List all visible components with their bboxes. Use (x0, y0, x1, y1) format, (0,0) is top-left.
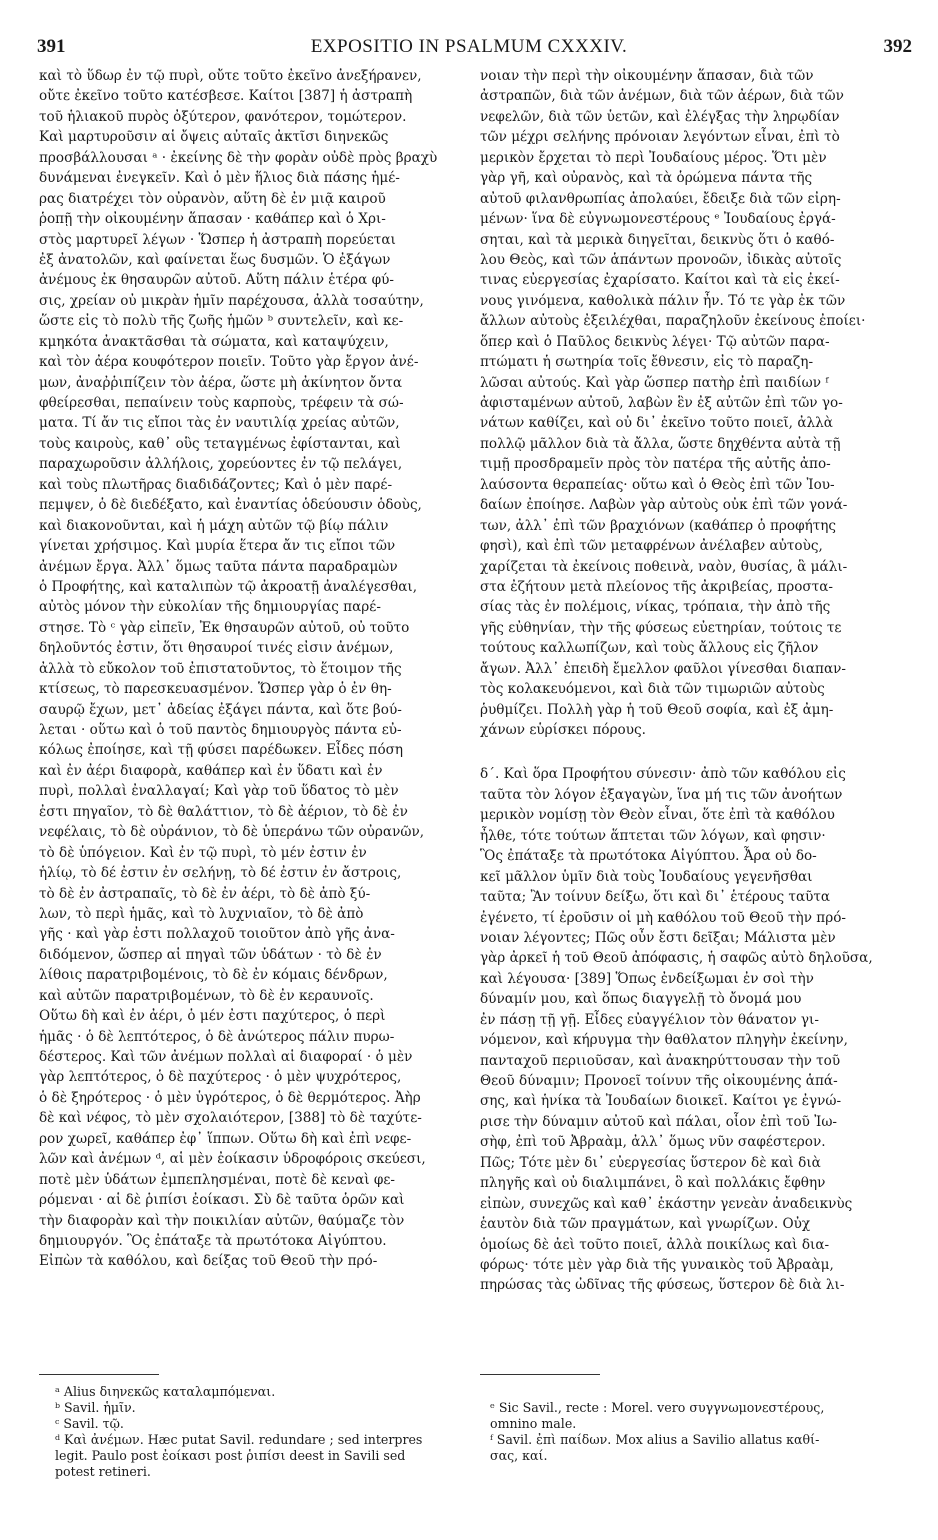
text-line: ἀλλὰ τὸ εὔκολον τοῦ ἐπιστατοῦντος, τὸ ἕτοιμον τῆς (39, 660, 402, 677)
text-line: κόλως ἐποίησε, καὶ τῇ φύσει παρέδωκεν. Εἶδες πόση (39, 742, 404, 759)
text-line: σηται, καὶ τὰ μερικὰ διηγεῖται, δεικνὺς ὅτι ὁ καθό- (480, 231, 835, 248)
text-line: σὴφ, ἐπὶ τοῦ Ἀβραὰμ, ἀλλ᾽ ὅμως νῦν σαφέστερον. (480, 1134, 826, 1151)
footnote-line: ᵃ Alius διηνεκῶς καταλαμπόμεναι. (55, 1384, 276, 1399)
text-line: δέστερος. Καὶ τῶν ἀνέμων πολλαὶ αἱ διαφοραί · ὁ μὲν (39, 1049, 413, 1065)
footnote-divider-left (39, 1374, 159, 1375)
text-line: νοιαν λέγοντες; Πῶς οὖν ἔστι δεῖξαι; Μάλιστα μὲν (480, 929, 836, 946)
text-line: καὶ διακονοῦνται, καὶ ἡ μάχη αὐτῶν τῷ βίῳ πάλιν (39, 517, 389, 534)
text-line: νεφελῶν, διὰ τῶν ὑετῶν, καὶ ἐλέγξας τὴν ληρῳδίαν (480, 108, 840, 125)
text-line: πηρώσας τὰς ὠδῖνας τῆς φύσεως, ὕστερον δὲ διὰ λι- (480, 1277, 845, 1294)
text-line: ὅπερ καὶ ὁ Παῦλος δεικνὺς λέγει· Τῷ αὐτῶν παρα- (480, 333, 830, 350)
text-line: κτίσεως, τὸ παρεσκευασμένον. Ὥσπερ γὰρ ὁ ἐν θη- (39, 681, 392, 698)
text-line: σίας τὰς ἐν πολέμοις, νίκας, τρόπαια, τὴν ἀπὸ τῆς (480, 599, 831, 616)
text-line: ἐξ ἀνατολῶν, καὶ φαίνεται ἕως δυσμῶν. Ὁ ἐξάγων (39, 251, 391, 268)
text-line: γίνεται χρήσιμος. Καὶ μυρία ἕτερα ἄν τις εἴποι τῶν (39, 538, 396, 555)
text-line: ἄλλων αὐτοὺς ἐξειλέχθαι, παραζηλοῦν ἐκείνους ἐποίει· (480, 313, 866, 330)
text-line: μων, ἀναῤῥιπίζειν τὸν ἀέρα, ὥστε μὴ ἀκίνητον ὄντα (39, 374, 403, 391)
text-line: ἀστραπῶν, διὰ τῶν ἀνέμων, διὰ τῶν ἀέρων, διὰ τῶν (480, 88, 844, 105)
text-line: ἐν πάσῃ τῇ γῇ. Εἶδες εὐαγγέλιον τὸν θάνατον γι- (480, 1011, 819, 1028)
text-line: αὐτὸς μόνον τὴν εὐκολίαν τῆς δημιουργίας παρέ- (39, 599, 381, 616)
left-page-number: 391 (37, 36, 66, 57)
text-line: χαρίζεται τὰ ἐκείνοις ποθεινὰ, ναὸν, θυσίας, ἃ μάλι- (480, 558, 848, 575)
text-line: λου Θεὸς, καὶ τῶν ἁπάντων προνοῶν, ἰδικὰς αὐτοῖς (480, 251, 842, 268)
text-line: πληγῆς καὶ οὐ διαλιμπάνει, ὃ καὶ πολλάκις ἔφθην (480, 1175, 826, 1192)
text-line: λαύσοντα θεραπείας· οὕτω καὶ ὁ Θεὸς ἐπὶ τῶν Ἰου- (480, 476, 835, 493)
text-line: τὴν διαφορὰν καὶ τὴν ποικιλίαν αὐτῶν, θαύμαζε τὸν (39, 1212, 405, 1229)
text-line: φόρως· τότε μὲν γὰρ διὰ τῆς γυναικὸς τοῦ Ἀβραὰμ, (480, 1256, 834, 1273)
footnote-line: omnino male. (490, 1416, 577, 1431)
footnote-line: legit. Paulo post ἐοίκασι post ῥιπίσι deest in Savili sed (55, 1448, 406, 1463)
text-line: πεμψεν, ὁ δὲ διεδέξατο, καὶ ἐναντίας ὁδεύουσιν ὁδοὺς, (39, 497, 422, 514)
text-line: ῥυθμίζει. Πολλὴ γὰρ ἡ τοῦ Θεοῦ σοφία, καὶ ἐξ ἀμη- (480, 701, 834, 718)
footnote-line: ᶜ Savil. τῷ. (55, 1416, 124, 1431)
text-line: ἐγένετο, τί ἐροῦσιν οἱ μὴ καθόλου τοῦ Θεοῦ τὴν πρό- (480, 909, 846, 926)
footnote-line: ᵇ Savil. ἡμῖν. (55, 1400, 136, 1415)
text-line: ἀνέμους ἐκ θησαυρῶν αὐτοῦ. Αὕτη πάλιν ἑτέρα φύ- (39, 272, 395, 289)
text-line: λῶσαι αὐτούς. Καὶ γὰρ ὥσπερ πατὴρ ἐπὶ παιδίων ᶠ (480, 374, 829, 391)
text-line: ἑαυτὸν διὰ τῶν πραγμάτων, καὶ γνωρίζων. Οὐχ (480, 1216, 811, 1233)
text-line: ἡλίῳ, τὸ δέ ἐστιν ἐν σελήνῃ, τὸ δέ ἐστιν ἐν ἄστροις, (39, 865, 402, 882)
text-line: ρόμεναι · αἱ δὲ ῥιπίσι ἐοίκασι. Σὺ δὲ ταῦτα ὁρῶν καὶ (39, 1192, 405, 1209)
text-line: αὐτοῦ φιλανθρωπίας ἀπολαύει, ἔδειξε διὰ τῶν εἰρη- (480, 190, 841, 207)
text-line: γῆς εὐθηνίαν, τὴν τῆς φύσεως εὐετηρίαν, τούτοις τε (480, 619, 842, 636)
text-line: τιμῇ προσδραμεῖν πρὸς τὸν πατέρα τῆς αὐτῆς ἀπο- (480, 456, 831, 473)
text-line: ταῦτα; Ἂν τοίνυν δείξω, ὅτι καὶ δι᾽ ἑτέρους ταῦτα (480, 889, 831, 906)
text-line: πανταχοῦ περιιοῦσαν, καὶ ἀνακηρύττουσαν τὴν τοῦ (480, 1052, 841, 1069)
text-line: εἰπὼν, συνεχῶς καὶ καθ᾽ ἑκάστην γενεὰν ἀναδεικνὺς (480, 1195, 853, 1212)
text-line: φησὶ), καὶ ἐπὶ τῶν μεταφρένων ἀνέλαβεν αὐτοὺς, (480, 538, 823, 555)
text-line: πολλῷ μᾶλλον διὰ τὰ ἄλλα, ὥστε δηχθέντα αὐτὰ τῇ (480, 435, 841, 452)
text-line: δ´. Καὶ ὅρα Προφήτου σύνεσιν· ἀπὸ τῶν καθόλου εἰς (480, 766, 846, 783)
text-line: ρον χωρεῖ, καθάπερ ἐφ᾽ ἵππων. Οὕτω δὴ καὶ ἐπὶ νεφε- (39, 1130, 412, 1147)
text-line: διδόμενον, ὥσπερ αἱ πηγαὶ τῶν ὑδάτων · τὸ δὲ ἐν (39, 946, 382, 963)
text-line: καὶ τὸν ἀέρα κουφότερον ποιεῖν. Τοῦτο γὰρ ἔργον ἀνέ- (39, 354, 419, 371)
text-line: δύναμίν μου, καὶ ὅπως διαγγελῇ τὸ ὄνομά μου (480, 991, 802, 1008)
footnote-line: σας, καί. (490, 1448, 548, 1463)
text-line: δημιουργόν. Ὃς ἐπάταξε τὰ πρωτότοκα Αἰγύπτου. (39, 1232, 387, 1249)
text-line: ποτὲ μὲν ὑδάτων ἐμπεπλησμέναι, ποτὲ δὲ κεναὶ φε- (39, 1171, 395, 1188)
text-line: μερικὸν ἔρχεται τὸ περὶ Ἰουδαίους μέρος. Ὅτι μὲν (480, 149, 827, 166)
text-line: κεῖ μᾶλλον ὑμῖν διὰ τοὺς Ἰουδαίους γεγενῆσθαι (480, 868, 813, 885)
text-line: νους γινόμενα, καθολικὰ πάλιν ἦν. Τό τε γὰρ ἐκ τῶν (480, 292, 846, 309)
text-line: καὶ τὸ ὕδωρ ἐν τῷ πυρὶ, οὔτε τοῦτο ἐκεῖνο ἀνεξήρανεν, (39, 68, 422, 84)
text-line: των, ἀλλ᾽ ἐπὶ τῶν βραχιόνων (καθάπερ ὁ προφήτης (480, 517, 837, 534)
text-line: πτώματι ἡ σωτηρία τοῖς ἔθνεσιν, εἰς τὸ παραζη- (480, 354, 814, 371)
text-line: γὰρ γῆ, καὶ οὐρανὸς, καὶ τὰ ὁρώμενα πάντα τῆς (480, 170, 813, 187)
text-line: στα ἐζήτουν μετὰ πλείονος τῆς ἀκριβείας, προστα- (480, 578, 833, 595)
text-line: ἄγων. Ἀλλ᾽ ἐπειδὴ ἔμελλον φαῦλοι γίνεσθαι διαπαν- (480, 660, 847, 677)
text-line: στησε. Τὸ ᶜ γὰρ εἰπεῖν, Ἐκ θησαυρῶν αὐτοῦ, οὐ τοῦτο (39, 619, 410, 636)
text-line: σαυρῷ ἔχων, μετ᾽ ἀδείας ἐξάγει πάντα, καὶ ὅτε βού- (39, 701, 402, 718)
footnote-line: ᵉ Sic Savil., recte : Morel. vero συγγνωμονεστέρους, (490, 1400, 825, 1415)
text-line: γὰρ λεπτότερος, ὁ δὲ παχύτερος · ὁ μὲν ψυχρότερος, (39, 1069, 402, 1086)
text-line: ματα. Τί ἄν τις εἴποι τὰς ἐν ναυτιλίᾳ χρείας αὐτῶν, (39, 415, 400, 432)
text-line: Οὕτω δὴ καὶ ἐν ἀέρι, ὁ μέν ἐστι παχύτερος, ὁ περὶ (39, 1008, 386, 1025)
text-line: τοῦ ἡλιακοῦ πυρὸς ὀξύτερον, φανότερον, τομώτερον. (39, 108, 407, 125)
text-line: ὥστε εἰς τὸ πολὺ τῆς ζωῆς ἡμῶν ᵇ συντελεῖν, καὶ κε- (39, 313, 404, 330)
text-line: νόμενον, καὶ κήρυγμα τὴν θαθλατον πληγὴν ἐκείνην, (480, 1032, 848, 1049)
left-text-column (39, 66, 472, 1272)
text-line: τῶν μέχρι σελήνης πρόνοιαν λεγόντων εἶναι, ἐπὶ τὸ (480, 129, 840, 146)
text-line: ὁμοίως δὲ ἀεὶ τοῦτο ποιεῖ, ἀλλὰ ποικίλως καὶ δια- (480, 1236, 830, 1253)
text-line: παραχωροῦσιν ἀλλήλοις, χορεύοντες ἐν τῷ πελάγει, (39, 456, 403, 473)
text-line: δὲ καὶ νέφος, τὸ μὲν σχολαιότερον, [388] τὸ δὲ ταχύτε- (39, 1110, 422, 1127)
paragraph-gap (480, 740, 911, 764)
text-line: μερικὸν νομίσῃ τὸν Θεὸν εἶναι, ὅτε ἐπὶ τὰ καθόλου (480, 807, 835, 824)
text-line: ἀφισταμένων αὐτοῦ, λαβὼν ἓν ἐξ αὐτῶν ἐπὶ τῶν γο- (480, 395, 843, 411)
text-line: νάτων καθίζει, καὶ οὐ δι᾽ ἐκεῖνο τοῦτο ποιεῖ, ἀλλὰ (480, 415, 833, 432)
text-line: τὸς κολακευόμενοι, καὶ διὰ τῶν τιμωριῶν αὐτοὺς (480, 681, 825, 698)
footnote-line: ᵈ Καὶ ἀνέμων. Hæc putat Savil. redundare ; sed interpres (55, 1432, 423, 1447)
text-line: γῆς · καὶ γὰρ ἐστι πολλαχοῦ τοιοῦτον ἀπὸ γῆς ἀνα- (39, 926, 395, 943)
text-line: ρας διατρέχει τὸν οὐρανὸν, αὕτη δὲ ἐν μιᾷ καιροῦ (39, 190, 386, 207)
text-line: ρισε τὴν δύναμιν αὐτοῦ καὶ πάλαι, οἷον ἐπὶ τοῦ Ἰω- (480, 1113, 838, 1130)
text-line: ὁ δὲ ξηρότερος · ὁ μὲν ὑγρότερος, ὁ δὲ θερμότερος. Ἀὴρ (39, 1089, 421, 1106)
text-line: καὶ ἐν ἀέρι διαφορὰ, καθάπερ καὶ ἐν ὕδατι καὶ ἐν (39, 762, 383, 779)
text-line: καὶ αὐτῶν παρατριβομένων, τὸ δὲ ἐν κεραυνοῖς. (39, 987, 374, 1004)
text-line: χάνων εὑρίσκει πόρους. (480, 722, 646, 738)
footnote-divider-right (480, 1374, 600, 1375)
text-line: τούτους καλλωπίζων, καὶ τοὺς ἄλλους εἰς ζῆλον (480, 640, 819, 657)
text-line: τοὺς καιροὺς, καθ᾽ οὓς τεταγμένως ἐφίστανται, καὶ (39, 435, 401, 452)
footnotes-right (490, 1400, 910, 1464)
text-line: τὸ δὲ ὑπόγειον. Καὶ ἐν τῷ πυρὶ, τὸ μέν ἐστιν ἐν (39, 844, 367, 861)
text-line: Θεοῦ δύναμιν; Προνοεῖ τοίνυν τῆς οἰκουμένης ἁπά- (480, 1073, 838, 1089)
footnote-line: ᶠ Savil. ἐπὶ παίδων. Mox alius a Savilio allatus καθί- (490, 1432, 820, 1447)
text-line: σις, χρείαν οὐ μικρὰν ἡμῖν παρέχουσα, ἀλλὰ τοσαύτην, (39, 292, 424, 309)
text-line: δυνάμεναι ἐνεγκεῖν. Καὶ ὁ μὲν ἥλιος διὰ πάσης ἡμέ- (39, 170, 400, 187)
text-line: πυρὶ, πολλαὶ ἐναλλαγαί; Καὶ γὰρ τοῦ ὕδατος τὸ μὲν (39, 783, 399, 800)
text-line: δηλοῦντός ἐστιν, ὅτι θησαυροί τινές εἰσιν ἀνέμων, (39, 640, 394, 657)
text-line: τὸ δὲ ἐν ἀστραπαῖς, τὸ δὲ ἐν ἀέρι, τὸ δὲ ἀπὸ ξύ- (39, 885, 371, 902)
text-line: κμηκότα ἀνακτᾶσθαι τὰ σώματα, καὶ καταψύχειν, (39, 333, 389, 350)
text-line: οὔτε ἐκεῖνο τοῦτο κατέσβεσε. Καίτοι [387] ἡ ἀστραπὴ (39, 88, 413, 105)
text-line: λων, τὸ περὶ ἡμᾶς, καὶ τὸ λυχνιαῖον, τὸ δὲ ἀπὸ (39, 905, 364, 922)
text-line: φθείρεσθαι, πεπαίνειν τοὺς καρποὺς, τρέφειν τὰ σώ- (39, 395, 404, 411)
running-header (0, 0, 938, 62)
text-line: καὶ τοὺς πλωτῆρας διαδιδάζοντες; Καὶ ὁ μὲν παρέ- (39, 476, 393, 493)
footnote-line: potest retineri. (55, 1464, 151, 1479)
text-line: σης, καὶ ἡνίκα τὰ Ἰουδαίων διοικεῖ. Καίτοι γε ἐγνώ- (480, 1093, 842, 1110)
text-line: προσβάλλουσαι ᵃ · ἐκείνης δὲ τὴν φορὰν οὐδὲ πρὸς βραχὺ (39, 149, 438, 166)
text-line: ὁ Προφήτης, καὶ καταλιπὼν τῷ ἀκροατῇ ἀναλέγεσθαι, (39, 578, 418, 595)
footnotes-left (55, 1384, 475, 1480)
text-line: ταῦτα τὸν λόγον ἐξαγαγὼν, ἵνα μή τις τῶν ἀνοήτων (480, 786, 843, 803)
text-line: Εἰπὼν τὰ καθόλου, καὶ δείξας τοῦ Θεοῦ τὴν πρό- (39, 1253, 378, 1270)
text-line: μένων· ἵνα δὲ εὐγνωμονεστέρους ᵉ Ἰουδαίους ἐργά- (480, 211, 836, 228)
text-line: λίθοις παρατριβομένοις, τὸ δὲ ἐν κόμαις δένδρων, (39, 967, 388, 984)
text-line: λῶν καὶ ἀνέμων ᵈ, αἱ μὲν ἐοίκασιν ὑδροφόροις σκεύεσι, (39, 1151, 426, 1168)
text-line: στὸς μαρτυρεῖ λέγων · Ὥσπερ ἡ ἀστραπὴ πορεύεται (39, 231, 396, 248)
text-line: λεται · οὕτω καὶ ὁ τοῦ παντὸς δημιουργὸς πάντα εὐ- (39, 722, 402, 738)
right-text-column (480, 66, 911, 1296)
text-line: Ὃς ἐπάταξε τὰ πρωτότοκα Αἰγύπτου. Ἆρα οὐ δο- (480, 848, 817, 865)
text-line: γὰρ ἀρκεῖ ἡ τοῦ Θεοῦ ἀπόφασις, ἡ σαφῶς αὐτὸ δηλοῦσα, (480, 950, 873, 967)
text-line: ἡμᾶς · ὁ δὲ λεπτότερος, ὁ δὲ ἀνώτερος πάλιν πυρω- (39, 1028, 395, 1045)
text-line: ἀνέμων ἔργα. Ἀλλ᾽ ὅμως ταῦτα πάντα παραδραμὼν (39, 558, 398, 575)
text-line: νοιαν τὴν περὶ τὴν οἰκουμένην ἅπασαν, διὰ τῶν (480, 68, 814, 84)
text-line: Καὶ μαρτυροῦσιν αἱ ὄψεις αὐταῖς ἀκτῖσι διηνεκῶς (39, 129, 389, 146)
right-page-number: 392 (883, 36, 912, 57)
text-line: ἦλθε, τότε τούτων ἅπτεται τῶν λόγων, καὶ φησιν· (480, 827, 826, 844)
text-line: τινας εὐεργεσίας ἐχαρίσατο. Καίτοι καὶ τὰ εἰς ἐκεί- (480, 272, 840, 289)
text-line: δαίων ἐποίησε. Λαβὼν γὰρ αὐτοὺς οὐκ ἐπὶ τῶν γονά- (480, 497, 848, 514)
text-line: Πῶς; Τότε μὲν δι᾽ εὐεργεσίας ὕστερον δὲ καὶ διὰ (480, 1154, 821, 1171)
running-title: EXPOSITIO IN PSALMUM CXXXIV. (310, 36, 628, 57)
text-line: καὶ λέγουσα· [389] Ὅπως ἐνδείξωμαι ἐν σοὶ τὴν (480, 970, 814, 987)
text-line: ἐστι πηγαῖον, τὸ δὲ θαλάττιον, τὸ δὲ ἀέριον, τὸ δὲ ἐν (39, 803, 408, 820)
text-line: ῥοπῇ τὴν οἰκουμένην ἅπασαν · καθάπερ καὶ ὁ Χρι- (39, 211, 386, 228)
text-line: νεφέλαις, τὸ δὲ οὐράνιον, τὸ δὲ ὑπεράνω τῶν οὐρανῶν, (39, 824, 425, 841)
